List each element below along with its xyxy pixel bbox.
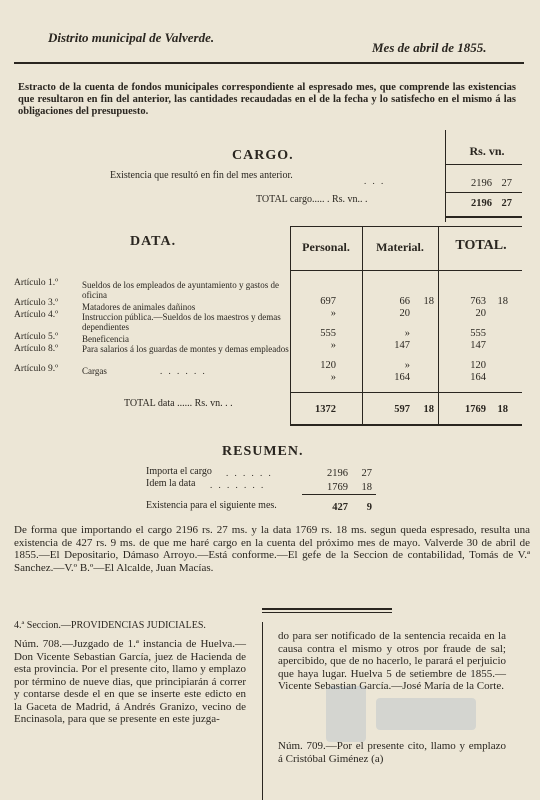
col-material-header: Material. xyxy=(376,240,424,254)
row-personal: » xyxy=(330,372,336,383)
col-personal-header: Personal. xyxy=(302,240,350,254)
intro-paragraph: Estracto de la cuenta de fondos municipales correspondiente al espresado mes, que comprende las existencias que resultaron en fin del anterior, las cantidades recaudadas en el de la fecha y lo satisfecho en el mismo á las obligaciones del presupuesto. xyxy=(18,82,516,117)
section-separator-thin xyxy=(262,612,392,613)
data-total-material-rs: 597 xyxy=(394,404,410,415)
row-material-rs: 66 xyxy=(399,296,410,307)
cargo-sum-rule xyxy=(446,192,522,193)
resumen-title: RESUMEN. xyxy=(222,444,304,459)
data-total-total-ms: 18 xyxy=(497,404,508,415)
row-article: Artículo 9.º xyxy=(14,364,59,374)
row-personal: 555 xyxy=(320,328,336,339)
data-col-divider-2 xyxy=(362,226,363,426)
row-total-ms: 18 xyxy=(497,296,508,307)
section4-left-column: Núm. 708.—Juzgado de 1.ª instancia de Huelva.—Don Vicente Sebastian García, juez de Hacienda de esta provincia. Por el presente cito, llamo y emplazo por término de nueve dias, que principiarán á correr y contarse desde el en que se inserte este edicto en la Gaceta de Madrid, á Andrés Granizo, vecino de Encinasola, para que se presente en este juzga- xyxy=(14,638,246,725)
cargo-total-rs: 2196 xyxy=(471,198,492,209)
row-dots: . . . . . . xyxy=(160,366,207,376)
row-article: Artículo 5.º xyxy=(14,332,59,342)
header-rule xyxy=(14,62,524,64)
resumen-cargo-ms: 27 xyxy=(361,468,372,479)
row-article: Artículo 3.º xyxy=(14,298,59,308)
row-total-rs: 120 xyxy=(470,360,486,371)
watermark-shape-icon xyxy=(322,680,482,750)
data-col-divider-3 xyxy=(438,226,439,426)
data-total-label: TOTAL data ...... Rs. vn. . . xyxy=(124,398,233,409)
cargo-title: CARGO. xyxy=(232,148,294,163)
closing-paragraph: De forma que importando el cargo 2196 rs. 27 ms. y la data 1769 rs. 18 ms. segun queda espresado, resulta una existencia de 427 rs. 9 ms. de que me haré cargo en la cuenta del próximo mes de mayo. Valverde 30 de abril de 1855.—El Depositario, Dámaso Arroyo.—Está conforme.—El gefe de la Seccion de contabilidad, Tomás de V.ª Sanchez.—V.º B.º—El Alcalde, Juan Macías. xyxy=(14,524,530,574)
row-total-rs: 555 xyxy=(470,328,486,339)
cargo-total-ms: 27 xyxy=(501,198,512,209)
row-article: Artículo 4.º xyxy=(14,310,59,320)
resumen-existencia-rs: 427 xyxy=(332,502,348,513)
resumen-cargo-rs: 2196 xyxy=(327,468,348,479)
row-total-rs: 164 xyxy=(470,372,486,383)
resumen-sum-rule xyxy=(302,494,376,495)
cargo-existencia-rs: 2196 xyxy=(471,178,492,189)
data-total-rule xyxy=(290,424,522,426)
row-material-rs: 20 xyxy=(399,308,410,319)
data-total-personal: 1372 xyxy=(315,404,336,415)
cargo-currency-header: Rs. vn. xyxy=(469,144,505,158)
data-header-bottom-rule xyxy=(290,270,522,271)
column-divider xyxy=(262,622,263,800)
section-separator xyxy=(262,608,392,610)
row-description: Beneficencia xyxy=(82,334,129,344)
section4-right-column: do para ser notificado de la sentencia recaida en la causa contra el mismo y otros por fraude de sal; apercibido, que de no hacerlo, le parará el perjuicio que haya lugar. Huelva 5 de setiembre de 1855.—Vicente Sebastian García.—José María de la Corte. xyxy=(278,630,506,692)
resumen-existencia-label: Existencia para el siguiente mes. xyxy=(146,500,277,511)
row-personal: 120 xyxy=(320,360,336,371)
resumen-existencia-ms: 9 xyxy=(366,502,372,513)
row-material-rs: » xyxy=(404,360,410,371)
resumen-data-ms: 18 xyxy=(361,482,372,493)
data-sum-rule xyxy=(290,392,522,393)
row-article: Artículo 1.º xyxy=(14,278,59,288)
resumen-dots: . . . . . . xyxy=(226,468,273,478)
row-description: Matadores de animales dañinos xyxy=(82,302,196,312)
row-personal: » xyxy=(330,308,336,319)
cargo-dots: . . . xyxy=(364,176,386,186)
row-description: Sueldos de los empleados de ayuntamiento y gastos de oficina xyxy=(82,280,279,300)
row-total-rs: 763 xyxy=(470,296,486,307)
section4-right-column-notice: Núm. 709.—Por el presente cito, llamo y emplazo á Cristóbal Giménez (a) xyxy=(278,740,506,765)
cargo-existencia-label: Existencia que resultó en fin del mes anterior. xyxy=(110,170,293,181)
watermark-stamp xyxy=(322,680,482,750)
cargo-existencia-ms: 27 xyxy=(501,178,512,189)
cargo-total-label: TOTAL cargo..... . Rs. vn.. . xyxy=(256,194,368,205)
data-title: DATA. xyxy=(130,234,177,249)
cargo-total-rule xyxy=(446,216,522,218)
row-description: Instruccion pública.—Sueldos de los maestros y demas dependientes xyxy=(82,312,281,332)
resumen-dots: . . . . . . . xyxy=(210,480,266,490)
row-personal: » xyxy=(330,340,336,351)
row-personal: 697 xyxy=(320,296,336,307)
row-description: Para salarios á los guardas de montes y demas empleados xyxy=(82,344,289,354)
data-total-material-ms: 18 xyxy=(423,404,434,415)
data-total-total-rs: 1769 xyxy=(465,404,486,415)
col-total-header: TOTAL. xyxy=(455,238,507,253)
cargo-header-rule xyxy=(446,164,522,165)
row-description: Cargas xyxy=(82,366,107,376)
cargo-divider xyxy=(445,130,446,222)
resumen-data-label: Idem la data xyxy=(146,478,196,489)
row-article: Artículo 8.º xyxy=(14,344,59,354)
row-material-rs: » xyxy=(404,328,410,339)
row-total-rs: 147 xyxy=(470,340,486,351)
row-total-rs: 20 xyxy=(475,308,486,319)
resumen-cargo-label: Importa el cargo xyxy=(146,466,212,477)
row-material-rs: 147 xyxy=(394,340,410,351)
district-title: Distrito municipal de Valverde. xyxy=(48,30,215,45)
row-material-rs: 164 xyxy=(394,372,410,383)
resumen-data-rs: 1769 xyxy=(327,482,348,493)
month-title: Mes de abril de 1855. xyxy=(372,40,487,55)
data-header-top-rule xyxy=(290,226,522,227)
section4-heading: 4.ª Seccion.—PROVIDENCIAS JUDICIALES. xyxy=(14,620,206,631)
row-material-ms: 18 xyxy=(423,296,434,307)
